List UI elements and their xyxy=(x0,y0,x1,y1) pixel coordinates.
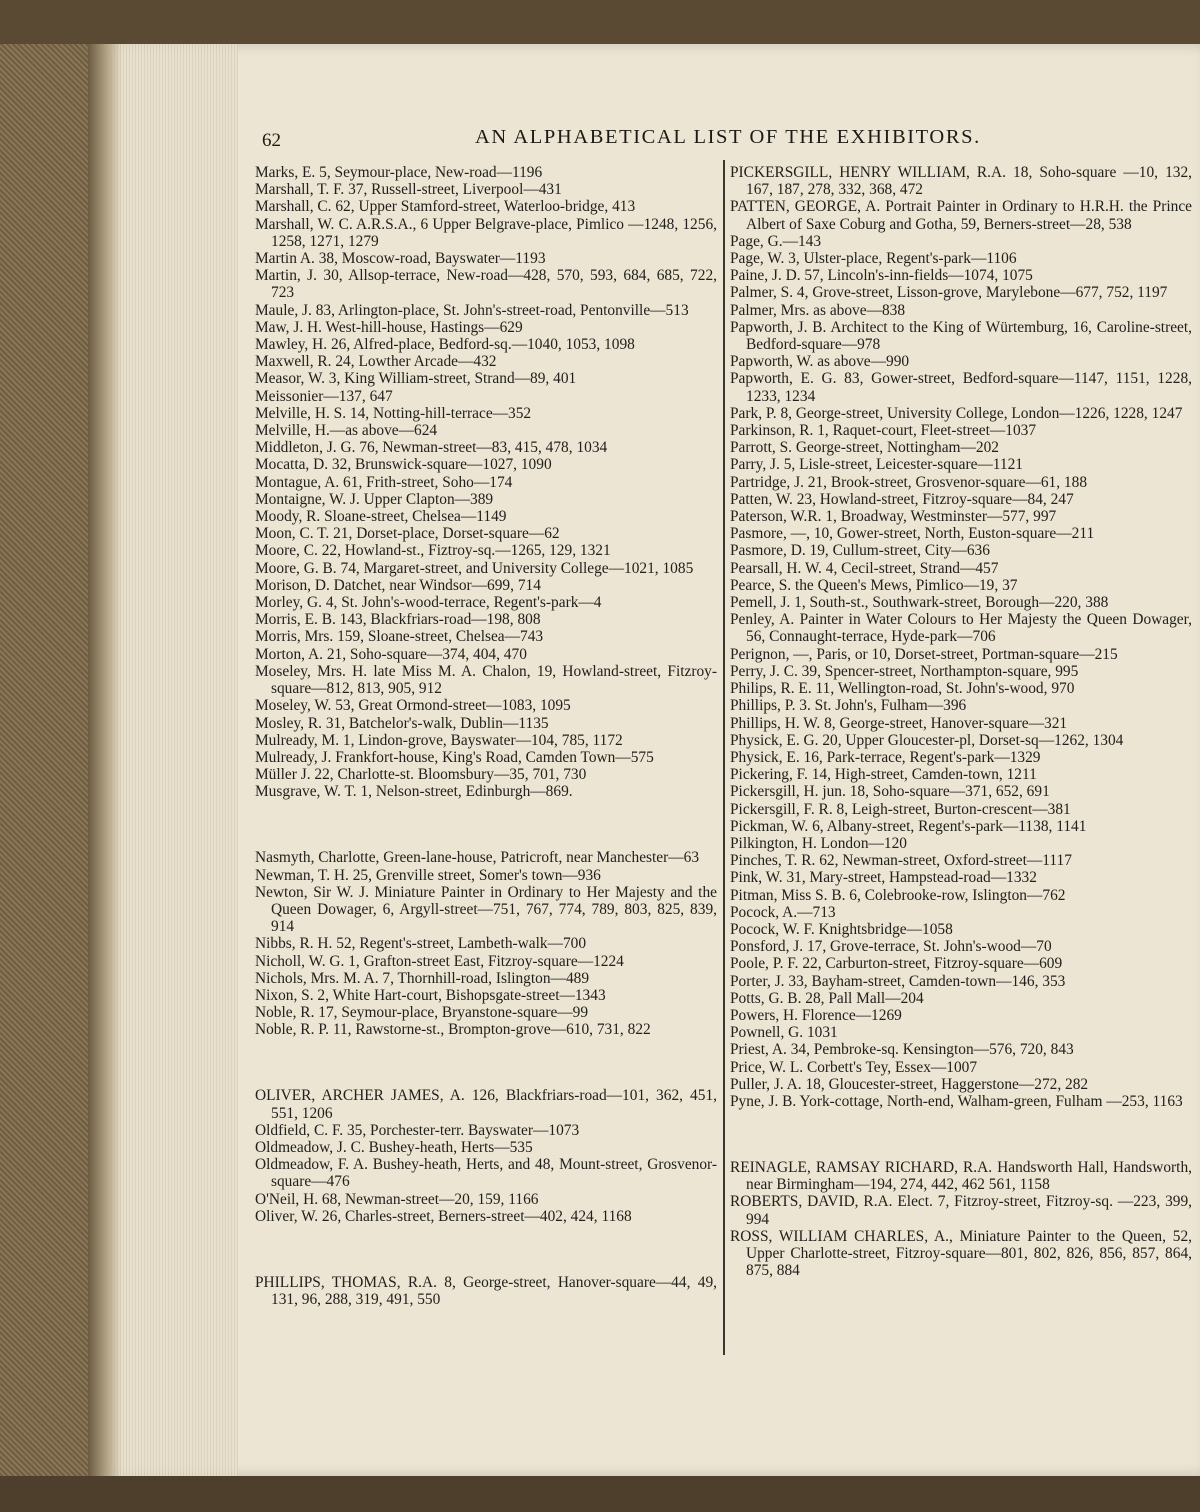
list-item: Newman, T. H. 25, Grenville street, Somer's town—936 xyxy=(255,866,601,884)
list-item: Penley, A. Painter in Water Colours to Her Majesty the Queen Dowager, 56, Connaught-terrace, Hyde-park—706 xyxy=(730,611,1192,646)
list-item: Morton, A. 21, Soho-square—374, 404, 470 xyxy=(255,645,527,663)
list-item: Moore, C. 22, Howland-st., Fiztroy-sq.—1265, 129, 1321 xyxy=(255,542,611,560)
list-item: REINAGLE, RAMSAY RICHARD, R.A. Handsworth Hall, Handsworth, near Birmingham—194, 274, 442, 462 561, 1158 xyxy=(730,1158,1192,1194)
section-gap xyxy=(730,1126,1192,1144)
list-item: Nichols, Mrs. M. A. 7, Thornhill-road, Islington—489 xyxy=(255,969,590,987)
list-item: Poole, P. F. 22, Carburton-street, Fitzroy-square—609 xyxy=(730,955,1063,973)
list-item: Nasmyth, Charlotte, Green-lane-house, Patricroft, near Manchester—63 xyxy=(255,849,700,867)
list-item: Potts, G. B. 28, Pall Mall—204 xyxy=(730,989,924,1007)
list-item: Maw, J. H. West-hill-house, Hastings—629 xyxy=(255,318,523,336)
list-item: Melville, H.—as above—624 xyxy=(255,422,438,440)
list-item: Page, G.—143 xyxy=(730,232,822,250)
list-item: Pearce, S. the Queen's Mews, Pimlico—19, 37 xyxy=(730,576,1018,594)
list-item: Measor, W. 3, King William-street, Strand—89, 401 xyxy=(255,370,577,388)
list-item: Perignon, —, Paris, or 10, Dorset-street, Portman-square—215 xyxy=(730,645,1118,663)
list-item: Paine, J. D. 57, Lincoln's-inn-fields—1074, 1075 xyxy=(730,267,1033,285)
list-item: Pemell, J. 1, South-st., Southwark-street, Borough—220, 388 xyxy=(730,594,1109,612)
list-item: Pickman, W. 6, Albany-street, Regent's-park—1138, 1141 xyxy=(730,817,1087,835)
list-item: Nixon, S. 2, White Hart-court, Bishopsgate-street—1343 xyxy=(255,986,606,1004)
list-item: Morris, E. B. 143, Blackfriars-road—198, 808 xyxy=(255,611,541,629)
list-item: Philips, R. E. 11, Wellington-road, St. John's-wood, 970 xyxy=(730,680,1075,698)
list-item: Pinches, T. R. 62, Newman-street, Oxford-street—1117 xyxy=(730,852,1072,870)
page-title: AN ALPHABETICAL LIST OF THE EXHIBITORS. xyxy=(475,126,981,148)
list-item: Marshall, T. F. 37, Russell-street, Liverpool—431 xyxy=(255,181,562,199)
list-item: Mulready, M. 1, Lindon-grove, Bayswater—104, 785, 1172 xyxy=(255,731,623,749)
list-item: Parkinson, R. 1, Raquet-court, Fleet-street—1037 xyxy=(730,422,1037,440)
list-item: Page, W. 3, Ulster-place, Regent's-park—1106 xyxy=(730,250,1017,268)
list-item: Martin, J. 30, Allsop-terrace, New-road—428, 570, 593, 684, 685, 722, 723 xyxy=(255,267,717,302)
list-item: Noble, R. 17, Seymour-place, Bryanstone-square—99 xyxy=(255,1004,589,1022)
list-item: Parrott, S. George-street, Nottingham—202 xyxy=(730,439,1000,457)
list-item: Mawley, H. 26, Alfred-place, Bedford-sq.—1040, 1053, 1098 xyxy=(255,336,635,354)
list-item: Moody, R. Sloane-street, Chelsea—1149 xyxy=(255,508,507,526)
list-item: Pyne, J. B. York-cottage, North-end, Walham-green, Fulham —253, 1163 xyxy=(730,1092,1183,1110)
list-item: Physick, E. G. 20, Upper Gloucester-pl, Dorset-sq—1262, 1304 xyxy=(730,731,1124,749)
list-item: Pocock, W. F. Knightsbridge—1058 xyxy=(730,920,953,938)
list-item: Price, W. L. Corbett's Tey, Essex—1007 xyxy=(730,1058,978,1076)
list-item: Oldfield, C. F. 35, Porchester-terr. Bayswater—1073 xyxy=(255,1121,580,1139)
section-gap xyxy=(255,1054,717,1072)
list-item: Maxwell, R. 24, Lowther Arcade—432 xyxy=(255,353,497,371)
list-item: Pilkington, H. London—120 xyxy=(730,834,907,852)
list-item: Mosley, R. 31, Batchelor's-walk, Dublin—1135 xyxy=(255,714,549,732)
list-item: Moore, G. B. 74, Margaret-street, and University College—1021, 1085 xyxy=(255,559,694,577)
list-item: Perry, J. C. 39, Spencer-street, Northampton-square, 995 xyxy=(730,662,1079,680)
list-item: OLIVER, ARCHER JAMES, A. 126, Blackfriars-road—101, 362, 451, 551, 1206 xyxy=(255,1087,717,1122)
list-item: Patten, W. 23, Howland-street, Fitzroy-square—84, 247 xyxy=(730,490,1074,508)
list-item: Moseley, W. 53, Great Ormond-street—1083, 1095 xyxy=(255,697,571,715)
list-item: Papworth, W. as above—990 xyxy=(730,353,910,371)
list-item: Montaigne, W. J. Upper Clapton—389 xyxy=(255,490,494,508)
list-item: PHILLIPS, THOMAS, R.A. 8, George-street, Hanover-square—44, 49, 131, 96, 288, 319, 491, 550 xyxy=(255,1273,717,1308)
list-item: Maule, J. 83, Arlington-place, St. John's-street-road, Pentonville—513 xyxy=(255,301,689,319)
list-item: PICKERSGILL, HENRY WILLIAM, R.A. 18, Soho-square —10, 132, 167, 187, 278, 332, 368, 472 xyxy=(730,164,1192,199)
list-item: Pink, W. 31, Mary-street, Hampstead-road—1332 xyxy=(730,869,1037,887)
list-item: Musgrave, W. T. 1, Nelson-street, Edinburgh—869. xyxy=(255,783,573,801)
list-item: Noble, R. P. 11, Rawstorne-st., Brompton-grove—610, 731, 822 xyxy=(255,1021,651,1039)
list-item: Pocock, A.—713 xyxy=(730,903,836,921)
list-item: Pearsall, H. W. 4, Cecil-street, Strand—457 xyxy=(730,559,999,577)
list-item: Papworth, E. G. 83, Gower-street, Bedford-square—1147, 1151, 1228, 1233, 1234 xyxy=(730,370,1192,405)
list-item: Palmer, Mrs. as above—838 xyxy=(730,301,906,319)
list-item: Powers, H. Florence—1269 xyxy=(730,1006,902,1024)
list-item: Mulready, J. Frankfort-house, King's Road, Camden Town—575 xyxy=(255,748,654,766)
list-item: Parry, J. 5, Lisle-street, Leicester-square—1121 xyxy=(730,456,1024,474)
list-item: Montague, A. 61, Frith-street, Soho—174 xyxy=(255,473,513,491)
list-item: Pasmore, D. 19, Cullum-street, City—636 xyxy=(730,542,990,560)
list-item: Puller, J. A. 18, Gloucester-street, Haggerstone—272, 282 xyxy=(730,1075,1089,1093)
list-item: Ponsford, J. 17, Grove-terrace, St. John's-wood—70 xyxy=(730,938,1052,956)
list-item: Papworth, J. B. Architect to the King of Würtemburg, 16, Caroline-street, Bedford-square—978 xyxy=(730,318,1192,354)
gutter-shadow xyxy=(88,44,122,1476)
list-item: Paterson, W.R. 1, Broadway, Westminster—577, 997 xyxy=(730,508,1057,526)
list-item: Meissonier—137, 647 xyxy=(255,387,393,405)
list-item: Palmer, S. 4, Grove-street, Lisson-grove, Marylebone—677, 752, 1197 xyxy=(730,284,1168,302)
list-item: Müller J. 22, Charlotte-st. Bloomsbury—35, 701, 730 xyxy=(255,766,587,784)
list-item: Morris, Mrs. 159, Sloane-street, Chelsea—743 xyxy=(255,628,544,646)
section-gap xyxy=(255,1240,717,1258)
list-item: Marks, E. 5, Seymour-place, New-road—1196 xyxy=(255,164,543,181)
list-item: Oldmeadow, J. C. Bushey-heath, Herts—535 xyxy=(255,1138,533,1156)
list-item: Nibbs, R. H. 52, Regent's-street, Lambeth-walk—700 xyxy=(255,935,587,953)
list-item: Moseley, Mrs. H. late Miss M. A. Chalon, 19, Howland-street, Fitzroy-square—812, 813, 905, 912 xyxy=(255,662,717,698)
right-column xyxy=(730,164,1192,1279)
list-item: Partridge, J. 21, Brook-street, Grosvenor-square—61, 188 xyxy=(730,473,1088,491)
list-item: Physick, E. 16, Park-terrace, Regent's-park—1329 xyxy=(730,748,1041,766)
list-item: Phillips, P. 3. St. John's, Fulham—396 xyxy=(730,697,967,715)
list-item: Nicholl, W. G. 1, Grafton-street East, Fitzroy-square—1224 xyxy=(255,952,624,970)
list-item: Phillips, H. W. 8, George-street, Hanover-square—321 xyxy=(730,714,1068,732)
list-item: Melville, H. S. 14, Notting-hill-terrace—352 xyxy=(255,404,532,422)
list-item: Morley, G. 4, St. John's-wood-terrace, Regent's-park—4 xyxy=(255,594,602,612)
list-item: Porter, J. 33, Bayham-street, Camden-town—146, 353 xyxy=(730,972,1066,990)
page-number: 62 xyxy=(262,130,281,151)
binding-top xyxy=(0,0,1200,44)
list-item: O'Neil, H. 68, Newman-street—20, 159, 1166 xyxy=(255,1190,539,1208)
section-gap xyxy=(255,816,717,834)
list-item: PATTEN, GEORGE, A. Portrait Painter in Ordinary to H.R.H. the Prince Albert of Saxe Coburg and Gotha, 59, Berners-street—28, 538 xyxy=(730,198,1192,233)
list-item: Mocatta, D. 32, Brunswick-square—1027, 1090 xyxy=(255,456,552,474)
list-item: Pickersgill, F. R. 8, Leigh-street, Burton-crescent—381 xyxy=(730,800,1071,818)
list-item: Pickersgill, H. jun. 18, Soho-square—371, 652, 691 xyxy=(730,783,1050,801)
list-item: ROSS, WILLIAM CHARLES, A., Miniature Painter to the Queen, 52, Upper Charlotte-street, Fitzroy-square—801, 802, 826, 856, 857, 864, 875, 884 xyxy=(730,1227,1192,1280)
list-item: ROBERTS, DAVID, R.A. Elect. 7, Fitzroy-street, Fitzroy-sq. —223, 399, 994 xyxy=(730,1193,1192,1228)
list-item: Pitman, Miss S. B. 6, Colebrooke-row, Islington—762 xyxy=(730,886,1066,904)
column-divider xyxy=(723,160,725,1355)
left-column xyxy=(255,164,717,1308)
list-item: Park, P. 8, George-street, University College, London—1226, 1228, 1247 xyxy=(730,404,1183,422)
list-item: Newton, Sir W. J. Miniature Painter in Ordinary to Her Majesty and the Queen Dowager, 6, Argyll-street—751, 767, 774, 789, 803, 825, 839, 914 xyxy=(255,883,717,936)
list-item: Morison, D. Datchet, near Windsor—699, 714 xyxy=(255,576,541,594)
list-item: Pickering, F. 14, High-street, Camden-town, 1211 xyxy=(730,766,1037,784)
list-item: Priest, A. 34, Pembroke-sq. Kensington—576, 720, 843 xyxy=(730,1041,1074,1059)
list-item: Middleton, J. G. 76, Newman-street—83, 415, 478, 1034 xyxy=(255,439,608,457)
list-item: Pownell, G. 1031 xyxy=(730,1024,838,1042)
list-item: Pasmore, —, 10, Gower-street, North, Euston-square—211 xyxy=(730,525,1095,543)
list-item: Moon, C. T. 21, Dorset-place, Dorset-square—62 xyxy=(255,525,560,543)
list-item: Marshall, W. C. A.R.S.A., 6 Upper Belgrave-place, Pimlico —1248, 1256, 1258, 1271, 1279 xyxy=(255,215,717,250)
list-item: Marshall, C. 62, Upper Stamford-street, Waterloo-bridge, 413 xyxy=(255,198,636,216)
list-item: Oliver, W. 26, Charles-street, Berners-street—402, 424, 1168 xyxy=(255,1207,632,1225)
list-item: Oldmeadow, F. A. Bushey-heath, Herts, and 48, Mount-street, Grosvenor-square—476 xyxy=(255,1156,717,1191)
binding-bottom xyxy=(0,1476,1200,1512)
list-item: Martin A. 38, Moscow-road, Bayswater—1193 xyxy=(255,250,546,268)
